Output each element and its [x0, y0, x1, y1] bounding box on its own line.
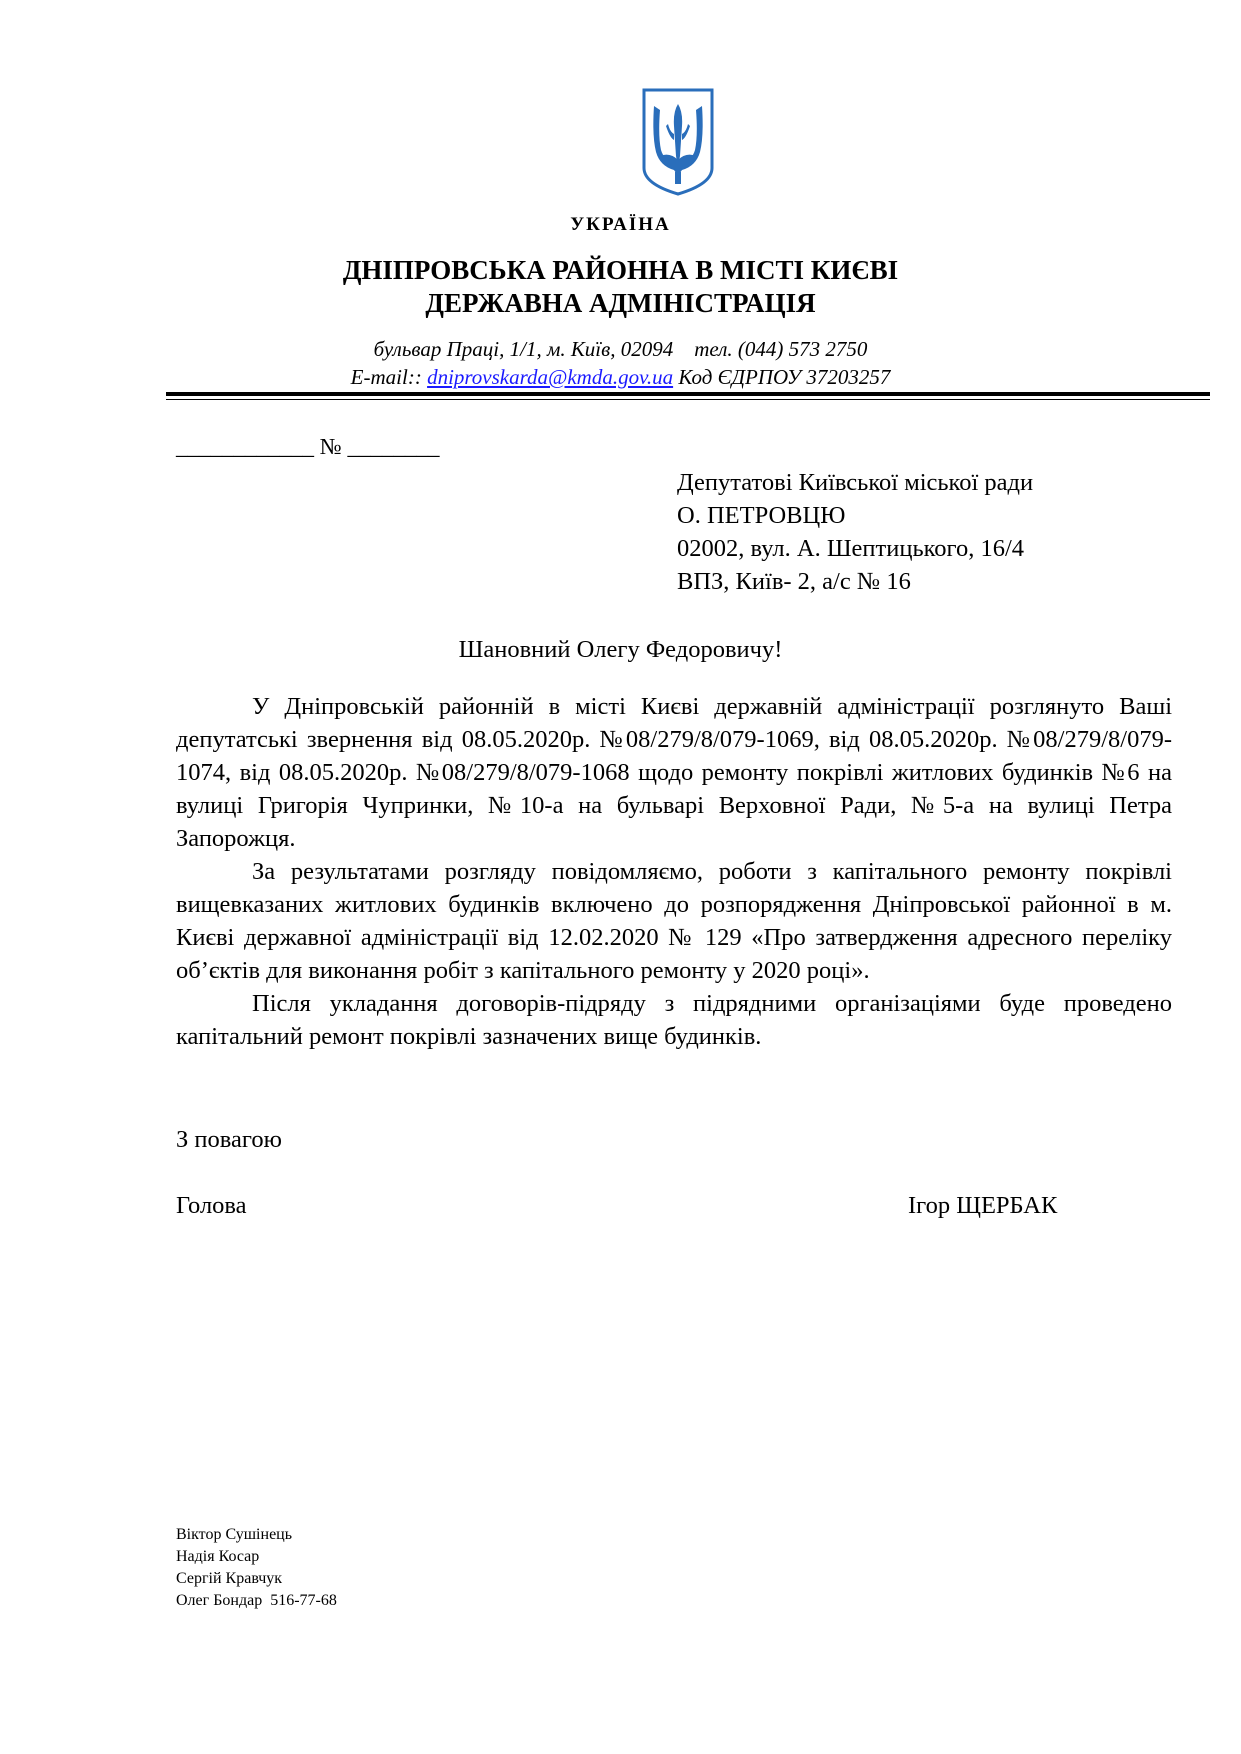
trident-emblem-icon	[640, 86, 716, 198]
registration-number-line: ____________ № ________	[176, 434, 440, 459]
organization-name-line-2: ДЕРЖАВНА АДМІНІСТРАЦІЯ	[425, 288, 816, 318]
recipient-line: О. ПЕТРОВЦЮ	[677, 502, 846, 529]
edrpou-code: Код ЄДРПОУ 37203257	[678, 365, 891, 389]
recipient-line: ВПЗ, Київ- 2, а/с № 16	[677, 568, 911, 595]
country-name: УКРАЇНА	[570, 214, 671, 235]
recipient-line: 02002, вул. А. Шептицького, 16/4	[677, 535, 1025, 562]
signatory-title: Голова	[176, 1192, 247, 1219]
signatory-name: Ігор ЩЕРБАК	[908, 1192, 1058, 1219]
executor-line: Віктор Сушінець	[176, 1526, 293, 1543]
executor-line: Сергій Кравчук	[176, 1570, 283, 1587]
email-line	[0, 363, 1241, 391]
header-divider-thick	[166, 392, 1210, 396]
body-paragraph: Після укладання договорів-підряду з підрядними організаціями буде проведено капітальний ремонт покрівлі зазначених вище будинків.	[176, 990, 1172, 1050]
body-paragraph: У Дніпровській районній в місті Києві державній адміністрації розглянуто Ваші депутатські звернення від 08.05.2020р. №08/279/8/079-1069, від 08.05.2020р. №08/279/8/079-1074, від 08.05.2020р. №08/279/8/079-1068 щодо ремонту покрівлі житлових будинків №6 на вулиці Григорія Чупринки, №10-а на бульварі Верховної Ради, №5-а на вулиці Петра Запорожця.	[176, 693, 1172, 852]
header-divider-thin	[166, 399, 1210, 400]
postal-address: бульвар Праці, 1/1, м. Київ, 02094	[373, 337, 674, 361]
organization-name	[0, 254, 1241, 320]
organization-name-line-1: ДНІПРОВСЬКА РАЙОННА В МІСТІ КИЄВІ	[342, 255, 899, 285]
phone-number: тел. (044) 573 2750	[694, 337, 868, 361]
executor-line: Олег Бондар 516-77-68	[176, 1592, 337, 1609]
contact-block	[0, 335, 1241, 391]
closing-regards: З повагою	[176, 1126, 282, 1153]
salutation: Шановний Олегу Федоровичу!	[458, 636, 783, 663]
recipient-line: Депутатові Київської міської ради	[677, 469, 1034, 496]
email-label: E-mail::	[350, 365, 422, 389]
address-line	[0, 335, 1241, 363]
executor-line: Надія Косар	[176, 1548, 260, 1565]
email-link[interactable]: dniprovskarda@kmda.gov.ua	[427, 365, 674, 389]
letter-body	[176, 690, 1172, 1053]
executors-list	[176, 1524, 337, 1612]
recipient-block	[677, 466, 1033, 598]
body-paragraph: За результатами розгляду повідомляємо, роботи з капітального ремонту покрівлі вищевказаних житлових будинків включено до розпорядження Дніпровської районної в м. Києві державної адміністрації від 12.02.2020 № 129 «Про затвердження адресного переліку об’єктів для виконання робіт з капітального ремонту у 2020 році».	[176, 858, 1172, 984]
